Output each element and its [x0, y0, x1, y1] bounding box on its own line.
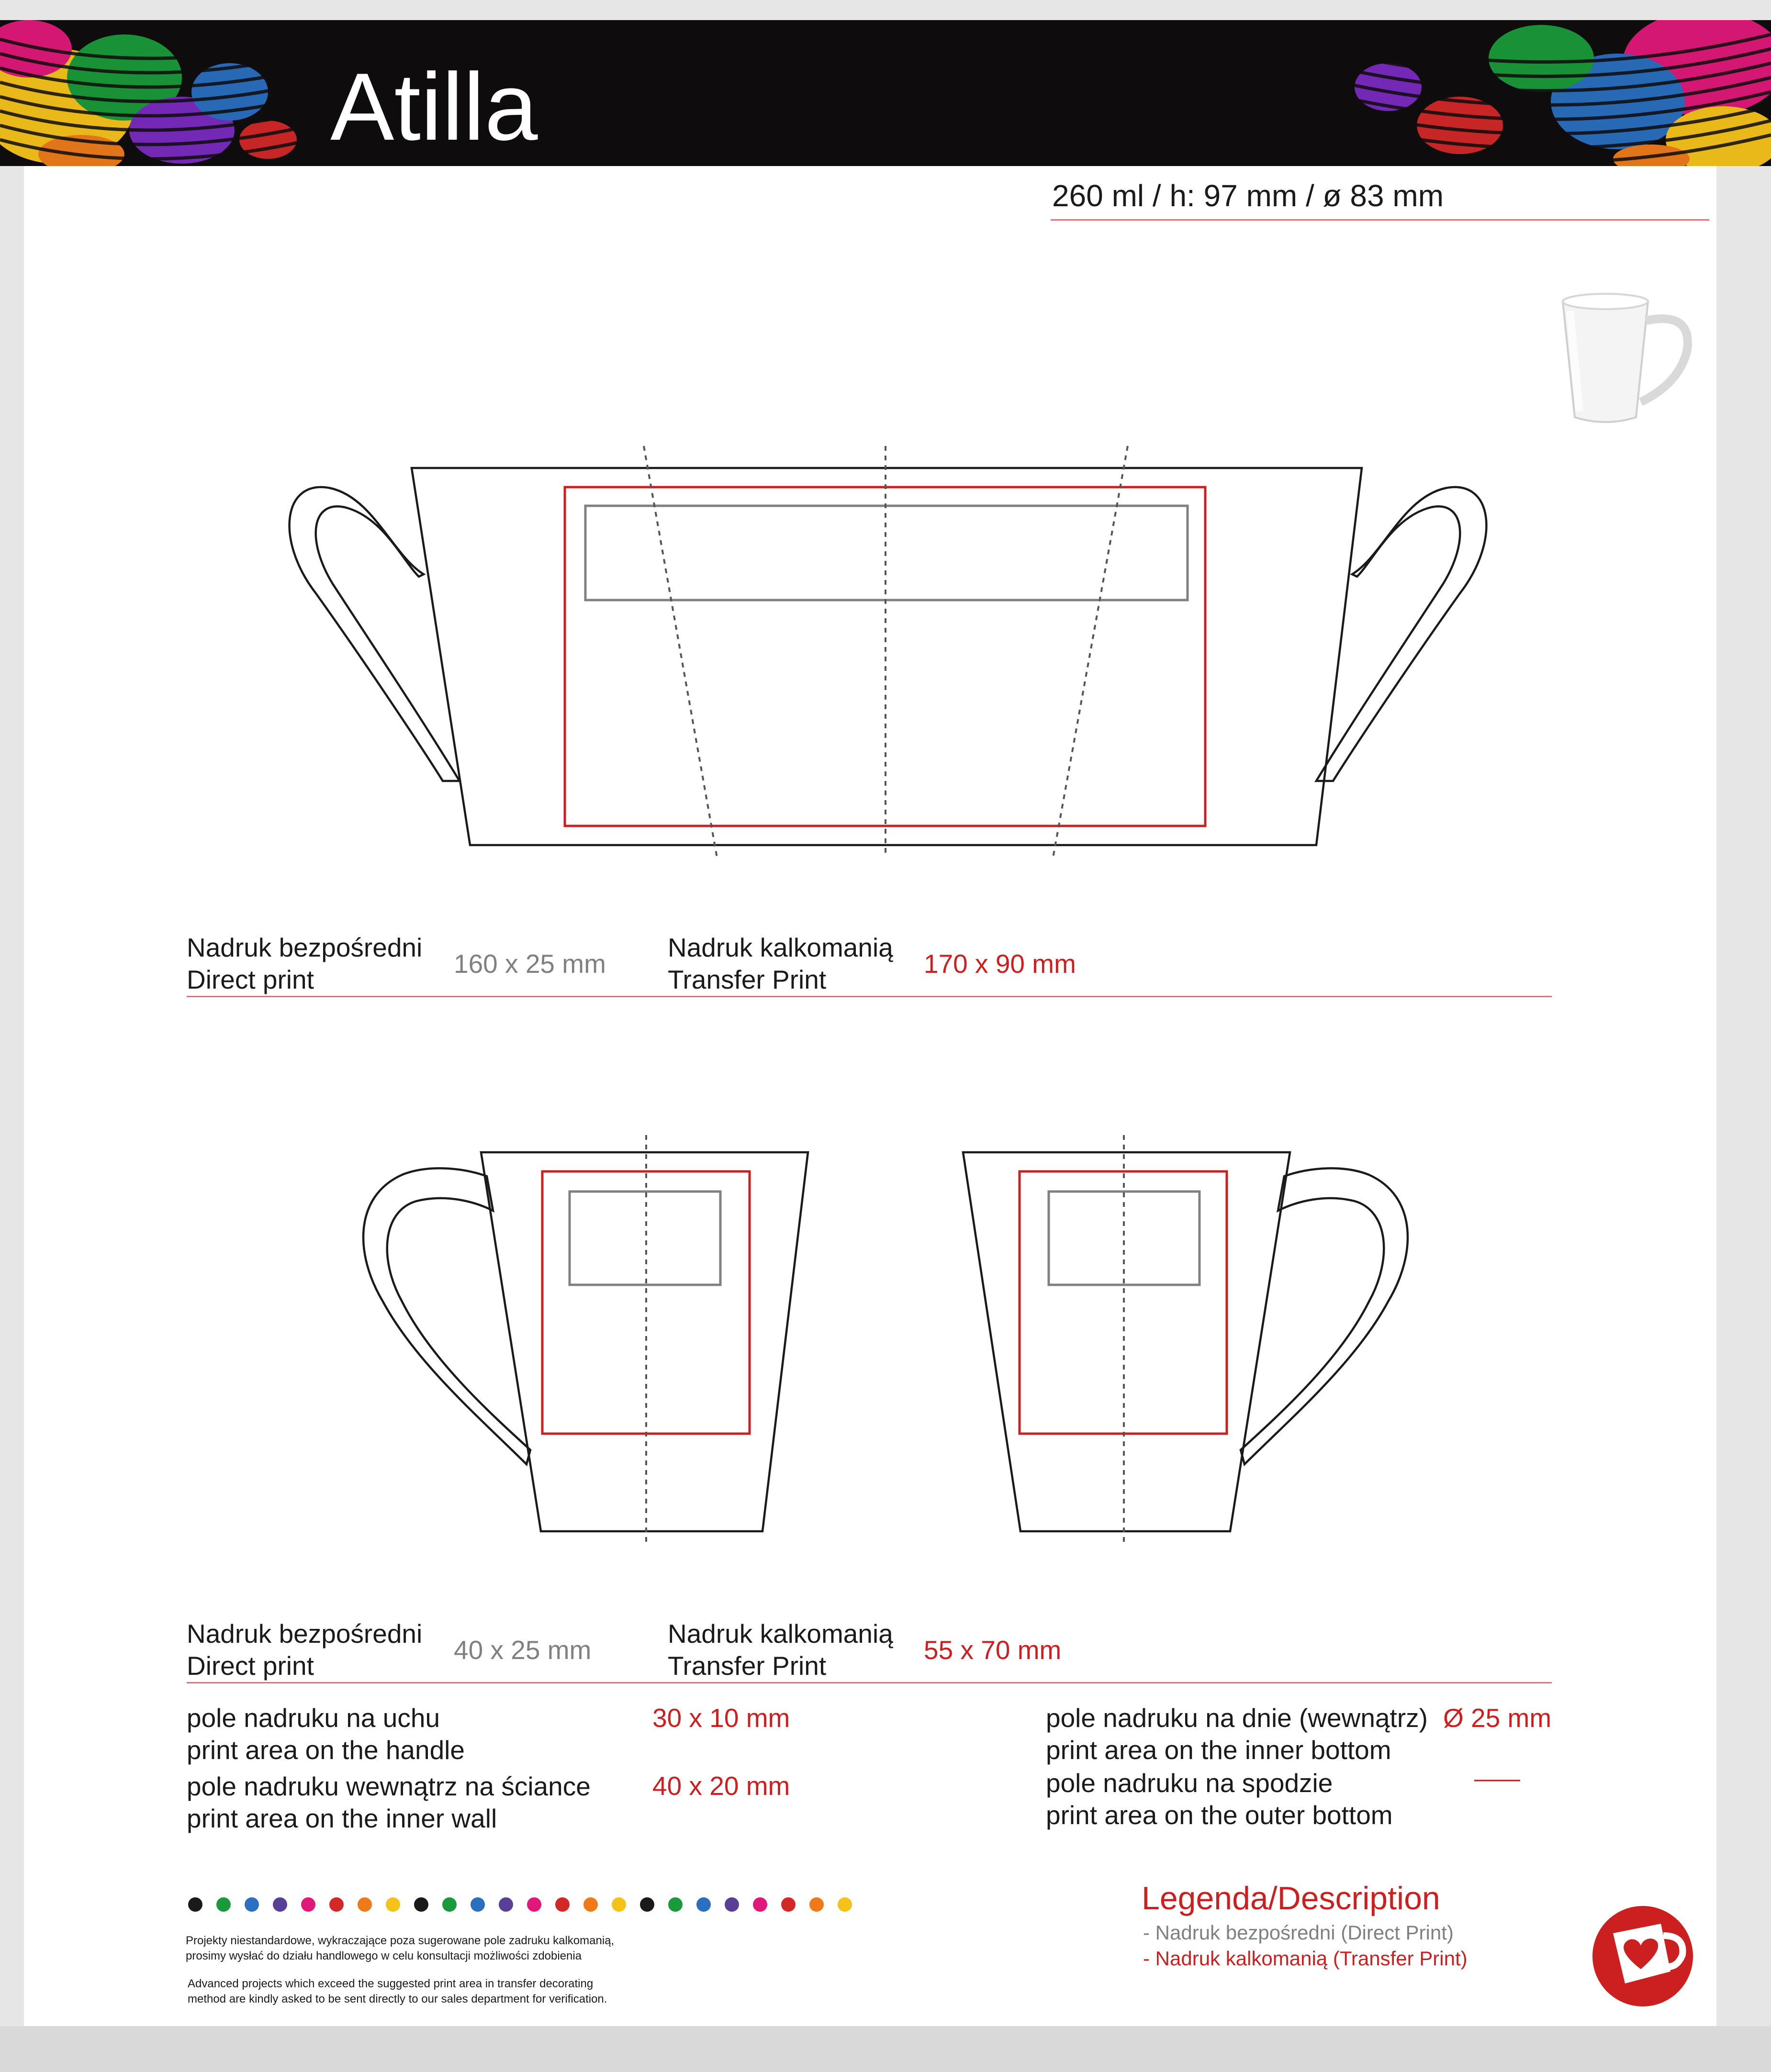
inner-bottom-size: Ø 25 mm — [1443, 1703, 1552, 1733]
transfer-label-2-pl: Nadruk kalkomanią — [668, 1619, 893, 1649]
inner-wall-size: 40 x 20 mm — [652, 1771, 790, 1801]
handle-area-label-en: print area on the handle — [187, 1735, 465, 1765]
inner-wall-label-pl: pole nadruku wewnątrz na ściance — [187, 1771, 591, 1801]
direct-label-pl: Nadruk bezpośredni — [187, 933, 423, 962]
inner-bottom-label-en: print area on the inner bottom — [1046, 1735, 1391, 1765]
direct-print-size-2: 40 x 25 mm — [454, 1635, 592, 1665]
legend-transfer: - Nadruk kalkomanią (Transfer Print) — [1143, 1947, 1468, 1970]
transfer-print-size-2: 55 x 70 mm — [924, 1635, 1062, 1665]
note-en-line1: Advanced projects which exceed the suggested print area in transfer decorating — [188, 1977, 594, 1990]
direct-label-2-pl: Nadruk bezpośredni — [187, 1619, 423, 1649]
inner-bottom-label-pl: pole nadruku na dnie (wewnątrz) — [1046, 1703, 1428, 1733]
legend-title: Legenda/Description — [1142, 1880, 1440, 1916]
note-pl-line1: Projekty niestandardowe, wykraczające poza sugerowane pole zadruku kalkomanią, — [186, 1934, 615, 1947]
handle-area-label-pl: pole nadruku na uchu — [187, 1703, 440, 1733]
transfer-print-size: 170 x 90 mm — [924, 949, 1076, 979]
heart-mug-logo-icon — [1592, 1906, 1693, 2006]
transfer-label-en: Transfer Print — [668, 965, 827, 994]
transfer-label-2-en: Transfer Print — [668, 1651, 827, 1681]
direct-print-size: 160 x 25 mm — [454, 949, 606, 979]
inner-wall-label-en: print area on the inner wall — [187, 1804, 497, 1833]
legend-direct: - Nadruk bezpośredni (Direct Print) — [1143, 1921, 1454, 1944]
note-en-line2: method are kindly asked to be sent directly to our sales department for verification. — [188, 1993, 607, 2005]
outer-bottom-size: —— — [1474, 1766, 1520, 1792]
capacity-dimensions: 260 ml / h: 97 mm / ø 83 mm — [1052, 178, 1444, 213]
note-pl-line2: prosimy wysłać do działu handlowego w celu konsultacji możliwości zdobienia — [186, 1949, 582, 1962]
handle-area-size: 30 x 10 mm — [652, 1703, 790, 1733]
transfer-label-pl: Nadruk kalkomanią — [668, 933, 893, 962]
direct-label-2-en: Direct print — [187, 1651, 314, 1681]
product-title: Atilla — [330, 54, 538, 160]
direct-label-en: Direct print — [187, 965, 314, 994]
outer-bottom-label-en: print area on the outer bottom — [1046, 1800, 1393, 1830]
outer-bottom-label-pl: pole nadruku na spodzie — [1046, 1768, 1333, 1798]
